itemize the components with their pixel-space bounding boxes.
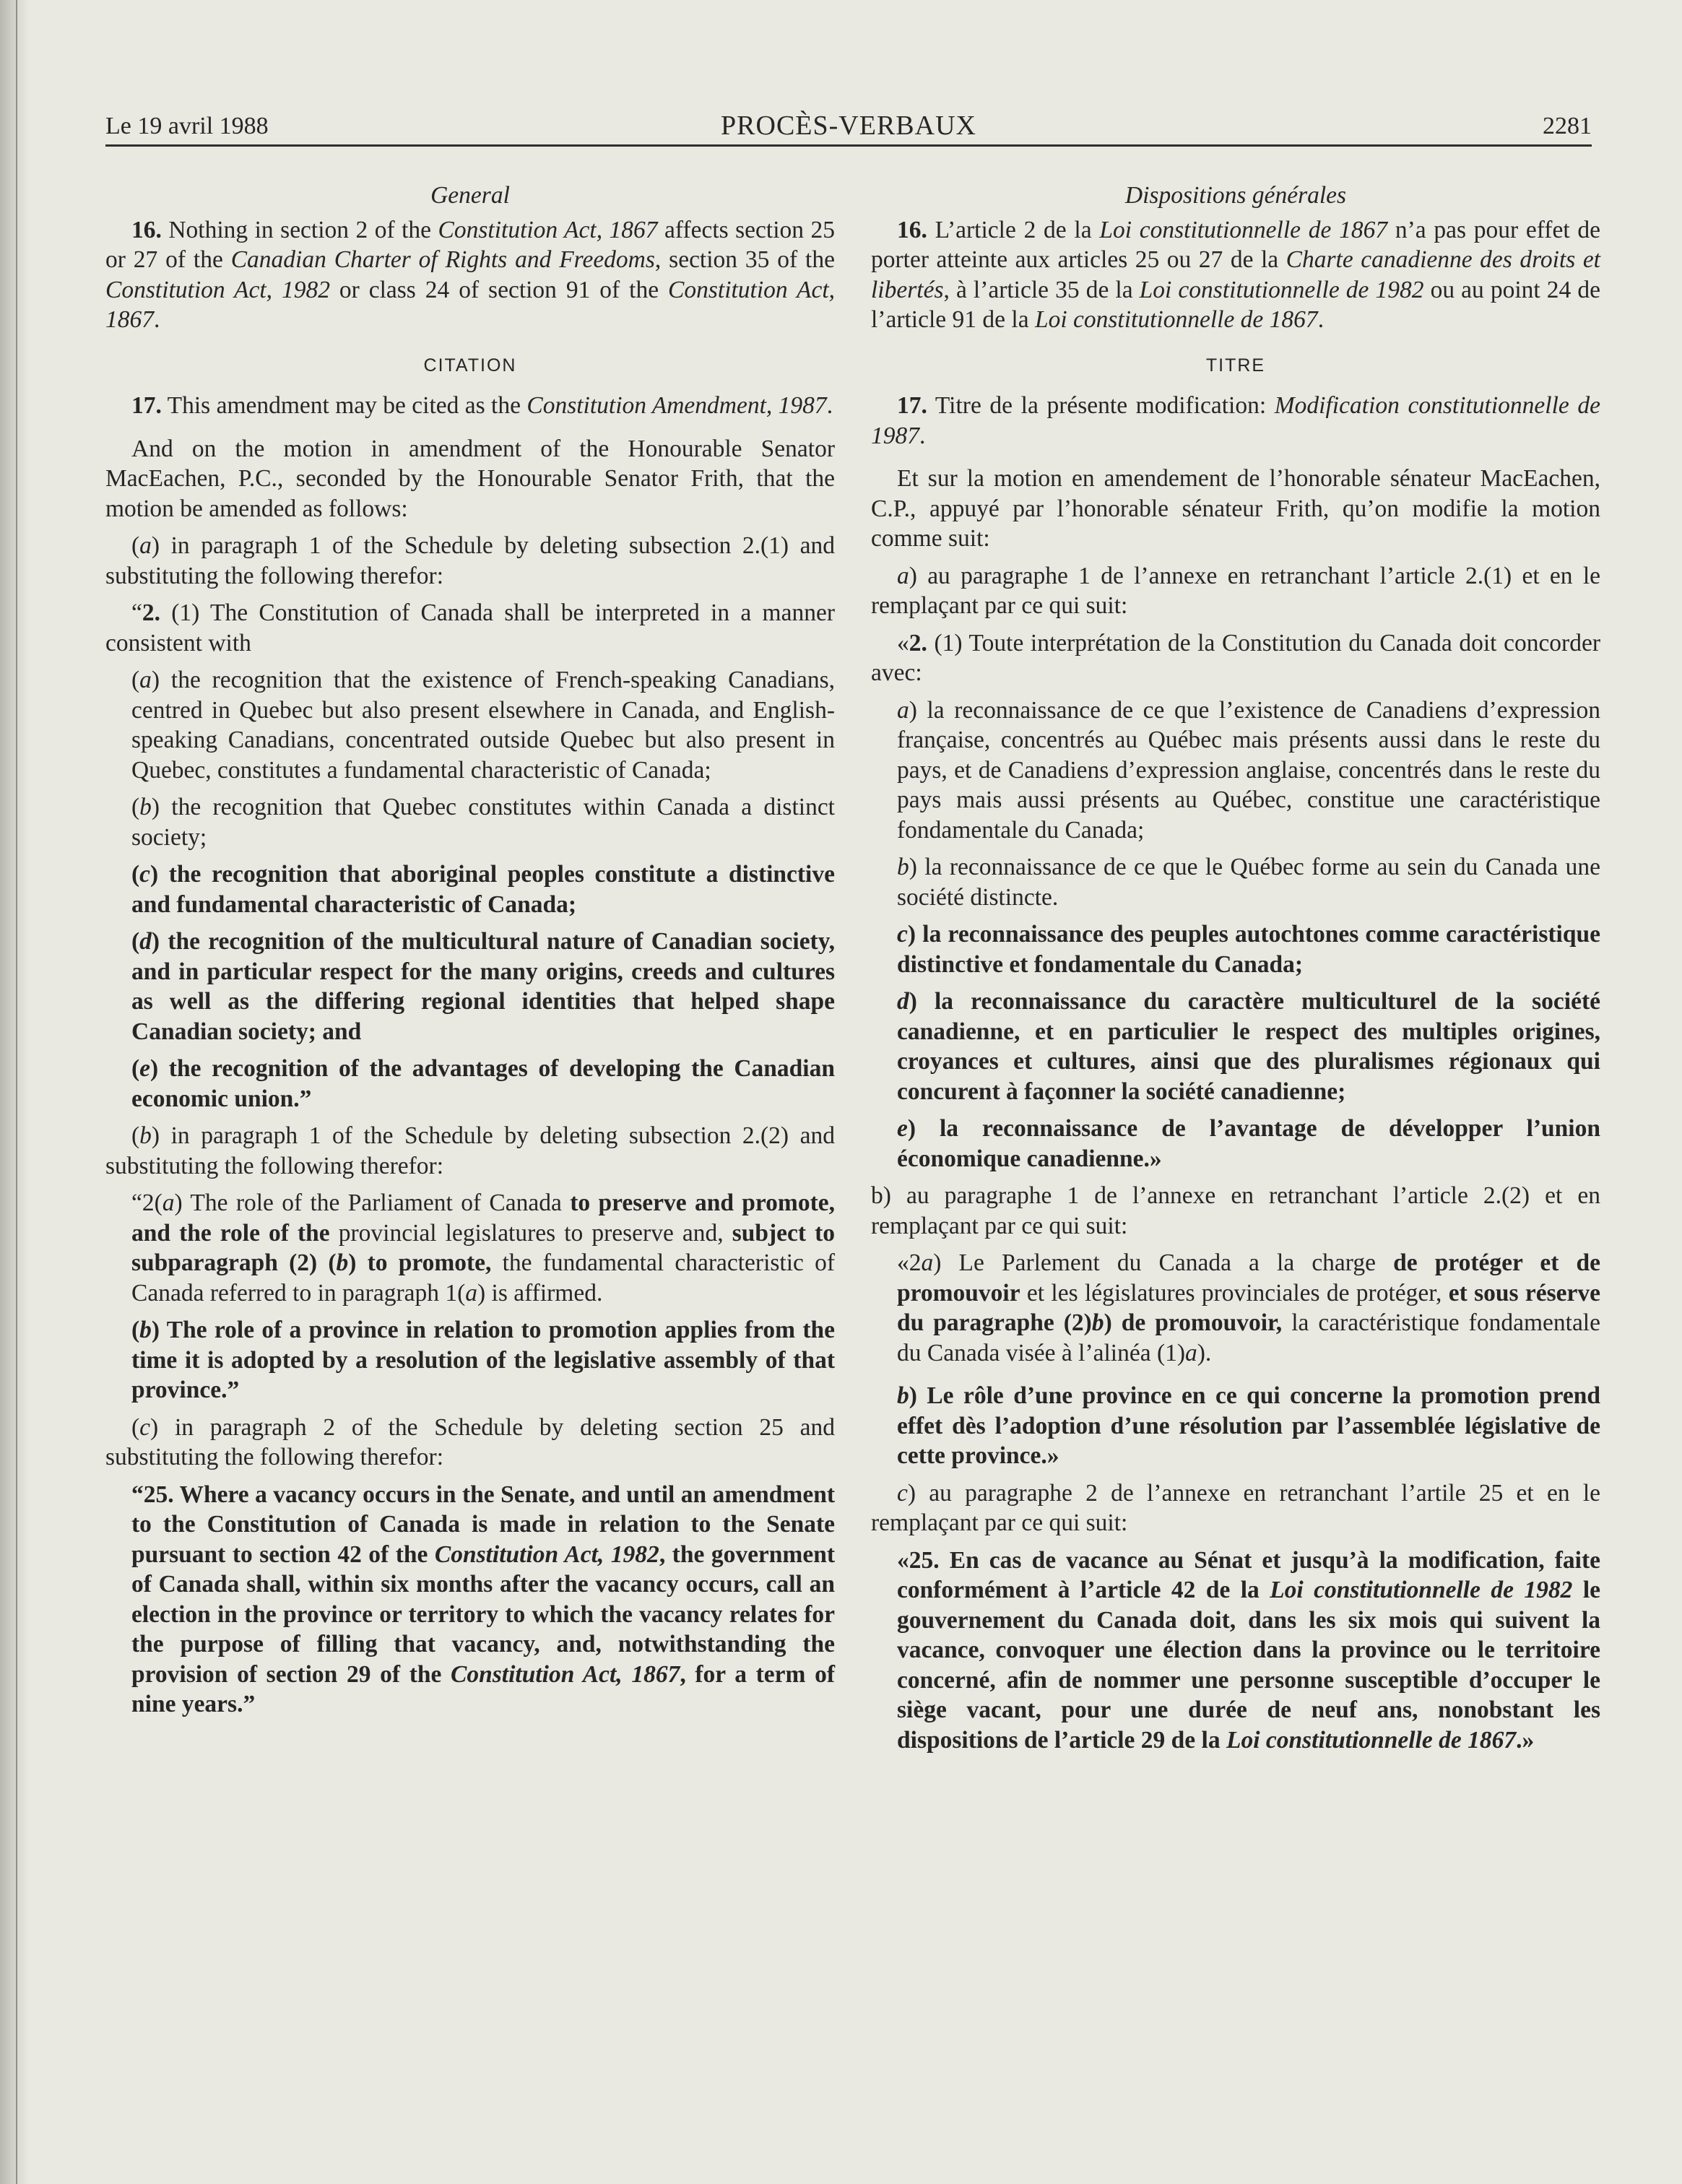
spine-line (16, 0, 17, 2184)
french-column (871, 181, 1600, 1762)
fr-general-heading: Dispositions générales (1124, 182, 1347, 209)
en-section-17: 17. This amendment may be cited as the Constitution Amendment, 1987. (131, 392, 833, 419)
fr-item-d: d) la reconnaissance du caractère multiculturel de la société canadienne, et en particulier le respect des multiples origines, croyances et cultures, ainsi que des pluralismes régionaux qui concurent à façonner la société canadienne; (897, 988, 1600, 1105)
fr-section-17: 17. Titre de la présente modification: Modification constitutionnelle de 1987. (871, 392, 1600, 449)
en-item-b: (b) the recognition that Quebec constitutes within Canada a distinct society; (131, 794, 835, 851)
en-motion: And on the motion in amendment of the Honourable Senator MacEachen, P.C., seconded by the Honourable Senator Frith, that the motion be amended as follows: (105, 435, 835, 522)
page-number: 2281 (1543, 113, 1592, 139)
book-binding (0, 0, 29, 2184)
fr-quote-2-1: «2. (1) Toute interprétation de la Constitution du Canada doit concorder avec: (871, 629, 1600, 686)
en-quote-2a: “2(a) The role of the Parliament of Canada to preserve and promote, and the role of the provincial legislatures to preserve and, subject to subparagraph (2) (b) to promote, the fundamental characteristic of Canada referred to in paragraph 1(a) is affirmed. (131, 1190, 836, 1306)
en-section-16: 16. Nothing in section 2 of the Constitution Act, 1867 affects section 25 or 27 of the Canadian Charter of Rights and Freedoms, section 35 of the Constitution Act, 1982 or class 24 of section 91 of the Constitution Act, 1867. (105, 216, 836, 333)
en-citation-heading: CITATION (423, 355, 517, 376)
fr-section-16: 16. L’article 2 de la Loi constitutionnelle de 1867 n’a pas pour effet de porter atteinte aux articles 25 ou 27 de la Charte canadienne des droits et libertés, à l’article 35 de la Loi constitutionnelle de 1982 ou au point 24 de l’article 91 de la Loi constitutionnelle de 1867. (871, 216, 1600, 333)
fr-titre-heading: TITRE (1205, 355, 1266, 376)
en-general-heading: General (430, 182, 510, 209)
en-item-e: (e) the recognition of the advantages of developing the Canadian economic union.” (131, 1055, 835, 1112)
english-column (105, 181, 835, 1727)
fr-quote-25: «25. En cas de vacance au Sénat et jusqu’à la modification, faite conformément à l’article 42 de la Loi constitutionnelle de 1982 le gouvernement du Canada doit, dans les six mois qui suivent la vacance, convoquer une élection dans la province ou le territoire concerné, afin de nommer une personne susceptible d’occuper le siège vacant, pour une durée de neuf ans, nonobstant les dispositions de l’article 29 de la Loi constitutionnelle de 1867.» (897, 1546, 1600, 1754)
en-item-d: (d) the recognition of the multicultural nature of Canadian society, and in particular respect for the many origins, creeds and cultures as well as the differing regional identities that helped shape Canadian society; and (131, 928, 835, 1045)
header-title: PROCÈS-VERBAUX (721, 110, 976, 141)
en-paragraph-b: (b) in paragraph 1 of the Schedule by deleting subsection 2.(2) and substituting the following therefor: (105, 1122, 835, 1179)
fr-item-e: e) la reconnaissance de l’avantage de développer l’union économique canadienne.» (897, 1115, 1600, 1172)
fr-paragraph-c: c) au paragraphe 2 de l’annexe en retranchant l’artile 25 et en le remplaçant par ce qui suit: (871, 1479, 1600, 1536)
fr-paragraph-b: b) au paragraphe 1 de l’annexe en retranchant l’article 2.(2) et en remplaçant par ce qui suit: (871, 1182, 1600, 1239)
fr-quote-2b: b) Le rôle d’une province en ce qui concerne la promotion prend effet dès l’adoption d’une résolution par l’assemblée législative de cette province.» (897, 1382, 1600, 1469)
en-item-a: (a) the recognition that the existence of French-speaking Canadians, centred in Quebec but also present elsewhere in Canada, and English-speaking Canadians, concentrated outside Quebec but also present in Quebec, constitutes a fundamental characteristic of Canada; (131, 667, 835, 784)
en-item-c: (c) the recognition that aboriginal peoples constitute a distinctive and fundamental characteristic of Canada; (131, 861, 835, 918)
header-rule (105, 144, 1592, 147)
fr-motion: Et sur la motion en amendement de l’honorable sénateur MacEachen, C.P., appuyé par l’honorable sénateur Frith, qu’on modifie la motion comme suit: (871, 465, 1600, 552)
running-header (105, 107, 1592, 144)
fr-item-c: c) la reconnaissance des peuples autochtones comme caractéristique distinctive et fondamentale du Canada; (897, 921, 1600, 978)
en-quote-2-1: “2. (1) The Constitution of Canada shall be interpreted in a manner consistent with (105, 599, 835, 656)
en-quote-2b: (b) The role of a province in relation to promotion applies from the time it is adopted by a resolution of the legislative assembly of that province.” (131, 1317, 835, 1403)
fr-item-a: a) la reconnaissance de ce que l’existence de Canadiens d’expression française, concentrés au Québec mais présents aussi dans le reste du pays, et de Canadiens d’expression anglaise, concentrés dans le reste du pays mais aussi présents au Québec, constitue une caractéristique fondamentale du Canada; (897, 696, 1600, 844)
en-paragraph-a: (a) in paragraph 1 of the Schedule by deleting subsection 2.(1) and substituting the following therefor: (105, 532, 835, 589)
header-date: Le 19 avril 1988 (105, 113, 269, 139)
en-s16-number: 16. (131, 216, 162, 243)
fr-item-b: b) la reconnaissance de ce que le Québec forme au sein du Canada une société distincte. (897, 854, 1600, 911)
fr-paragraph-a: a) au paragraphe 1 de l’annexe en retranchant l’article 2.(1) et en le remplaçant par ce qui suit: (871, 562, 1600, 619)
en-paragraph-c: (c) in paragraph 2 of the Schedule by deleting section 25 and substituting the following therefor: (105, 1413, 835, 1470)
fr-quote-2a: «2a) Le Parlement du Canada a la charge de protéger et de promouvoir et les législatures provinciales de protéger, et sous réserve du paragraphe (2)b) de promouvoir, la caractéristique fondamentale du Canada visée à l’alinéa (1)a). (897, 1249, 1600, 1366)
en-quote-25: “25. Where a vacancy occurs in the Senate, and until an amendment to the Constitution of Canada is made in relation to the Senate pursuant to section 42 of the Constitution Act, 1982, the government of Canada shall, within six months after the vacancy occurs, call an election in the province or territory to which the vacancy relates for the purpose of filling that vacancy, and, notwithstanding the provision of section 29 of the Constitution Act, 1867, for a term of nine years.” (131, 1481, 836, 1717)
